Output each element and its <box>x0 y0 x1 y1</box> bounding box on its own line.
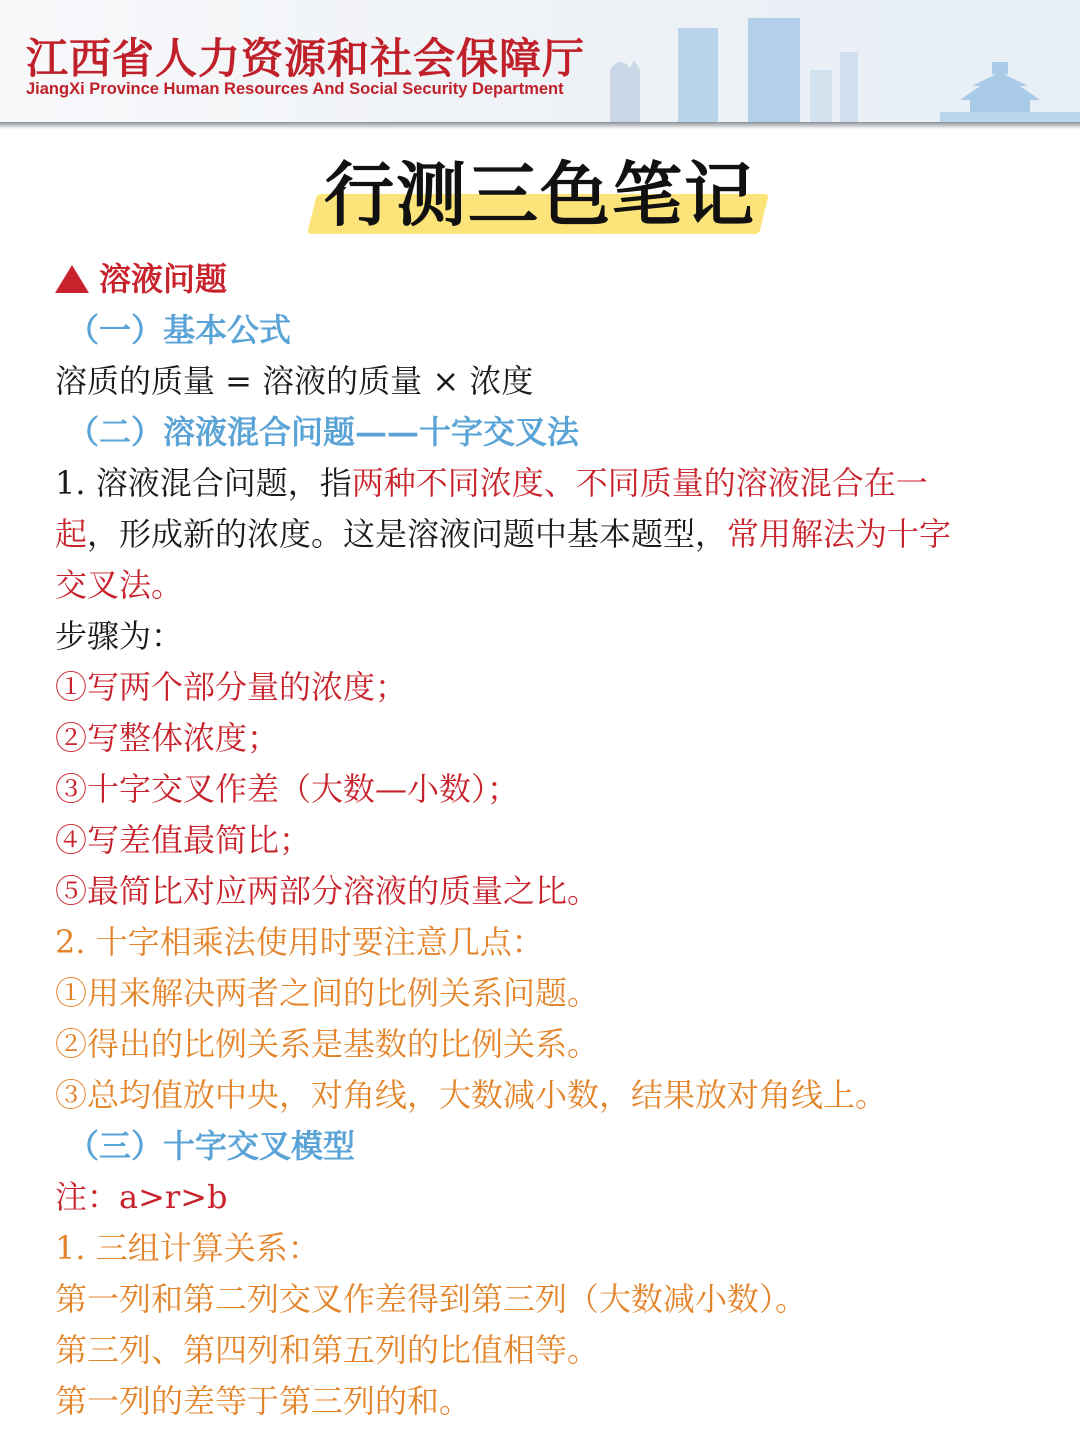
org-name-en: JiangXi Province Human Resources And Social Security Department <box>26 80 564 98</box>
formula-text: 溶质的质量 = 溶液的质量 × 浓度 <box>55 362 534 400</box>
city-skyline-icon <box>600 0 1080 124</box>
section-3-heading: （三）十字交叉模型 <box>67 1127 356 1165</box>
header-banner <box>0 0 1080 124</box>
paragraph-1-line-3 <box>55 560 1035 611</box>
p1-part-e: 常用解法为十字 <box>727 515 952 553</box>
step-item: ②写整体浓度； <box>55 719 280 757</box>
p1-part-c: 起 <box>55 515 88 553</box>
topic-text: 溶液问题 <box>99 260 228 298</box>
header-divider <box>0 122 1080 129</box>
p1-part-b: 两种不同浓度、不同质量的溶液混合在一 <box>351 464 928 502</box>
paragraph-1-line-1 <box>55 458 1035 509</box>
note-heading: 2. 十字相乘法使用时要注意几点： <box>55 923 544 961</box>
step-item: ①写两个部分量的浓度； <box>55 668 408 706</box>
note-item: ③总均值放中央，对角线，大数减小数，结果放对角线上。 <box>55 1076 888 1114</box>
calc-heading: 1. 三组计算关系： <box>55 1229 320 1267</box>
topic-heading <box>55 254 1035 305</box>
section-2-heading: （二）溶液混合问题——十字交叉法 <box>67 413 580 451</box>
org-name-cn: 江西省人力资源和社会保障厅 <box>26 34 586 83</box>
step-item: ③十字交叉作差（大数—小数）； <box>55 770 520 808</box>
p1-part-a: 1. 溶液混合问题，指 <box>55 464 352 502</box>
section-1-heading: （一）基本公式 <box>67 311 292 349</box>
steps-label: 步骤为： <box>55 617 184 655</box>
page-title: 行测三色笔记 <box>324 154 756 236</box>
p1-part-d: ，形成新的浓度。这是溶液问题中基本题型， <box>87 515 728 553</box>
p1-part-g: 。 <box>151 566 184 604</box>
step-item: ④写差值最简比； <box>55 821 312 859</box>
calc-item: 第一列和第二列交叉作差得到第三列（大数减小数）。 <box>55 1280 808 1318</box>
calc-item: 第三列、第四列和第五列的比值相等。 <box>55 1331 600 1369</box>
paragraph-1-line-2 <box>55 509 1035 560</box>
note-item: ①用来解决两者之间的比例关系问题。 <box>55 974 600 1012</box>
notes-content <box>55 254 1035 1427</box>
p1-part-f: 交叉法 <box>55 566 152 604</box>
note-item: ②得出的比例关系是基数的比例关系。 <box>55 1025 600 1063</box>
title-area <box>0 150 1080 245</box>
condition-text: 注：a>r>b <box>55 1178 228 1216</box>
step-item: ⑤最简比对应两部分溶液的质量之比。 <box>55 872 600 910</box>
triangle-icon <box>55 265 89 293</box>
calc-item: 第一列的差等于第三列的和。 <box>55 1382 472 1420</box>
